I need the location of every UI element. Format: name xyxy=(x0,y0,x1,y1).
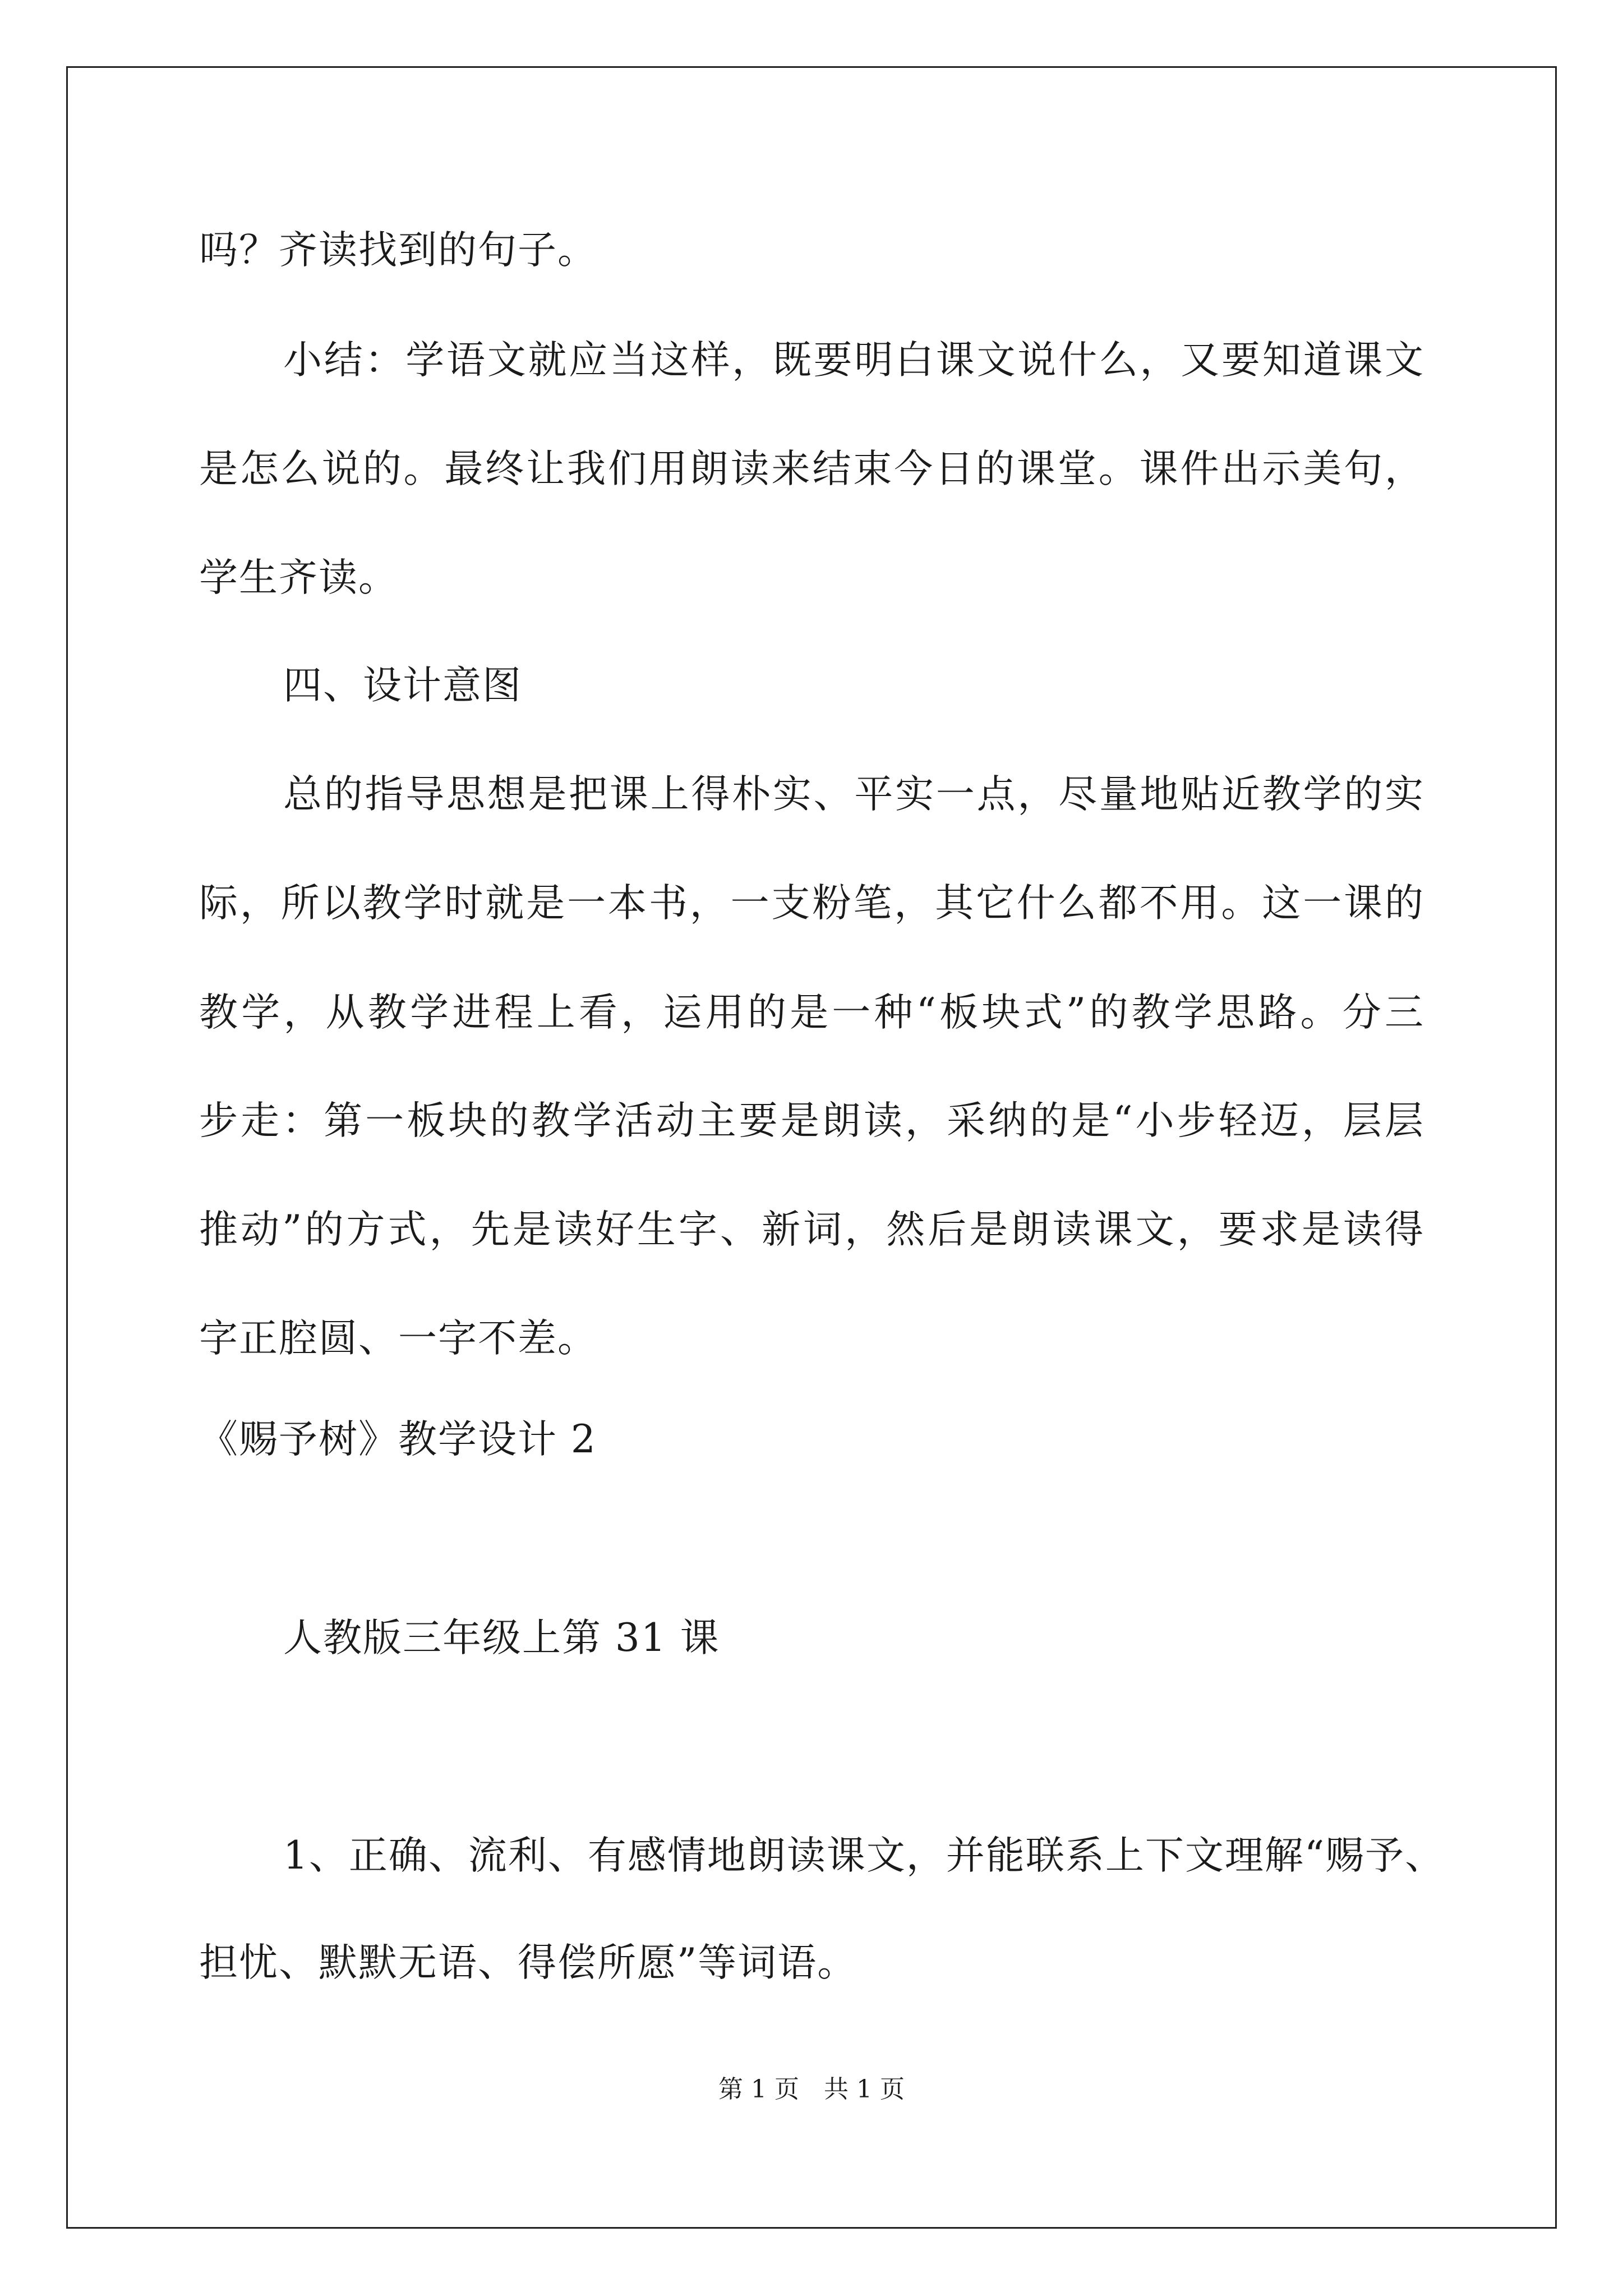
paragraph-line: 推动”的方式，先是读好生字、新词，然后是朗读课文，要求是读得 xyxy=(199,1207,1424,1252)
paragraph-line: 际，所以教学时就是一本书，一支粉笔，其它什么都不用。这一课的 xyxy=(199,881,1424,926)
paragraph-line: 总的指导思想是把课上得朴实、平实一点，尽量地贴近教学的实 xyxy=(283,772,1424,817)
page-number: 第 1 页 共 1 页 xyxy=(718,2075,905,2104)
paragraph-line: 小结：学语文就应当这样，既要明白课文说什么，又要知道课文 xyxy=(283,338,1424,383)
objective-line: 1、正确、流利、有感情地朗读课文，并能联系上下文理解“赐予、 xyxy=(283,1833,1445,1878)
paragraph-line: 是怎么说的。最终让我们用朗读来结束今日的课堂。课件出示美句， xyxy=(199,447,1424,491)
paragraph-line: 学生齐读。 xyxy=(199,555,398,600)
paragraph-line: 步走：第一板块的教学活动主要是朗读，采纳的是“小步轻迈，层层 xyxy=(199,1098,1424,1143)
paragraph-line: 字正腔圆、一字不差。 xyxy=(199,1316,597,1361)
paragraph-line: 教学，从教学进程上看，运用的是一种“板块式”的教学思路。分三 xyxy=(199,990,1424,1035)
objective-line: 担忧、默默无语、得偿所愿”等词语。 xyxy=(199,1940,857,1985)
paragraph-line: 吗？齐读找到的句子。 xyxy=(199,228,597,273)
document-title: 《赐予树》教学设计 2 xyxy=(199,1417,597,1462)
page-border xyxy=(66,66,1557,2229)
lesson-info: 人教版三年级上第 31 课 xyxy=(283,1616,720,1660)
section-heading: 四、设计意图 xyxy=(283,663,522,708)
